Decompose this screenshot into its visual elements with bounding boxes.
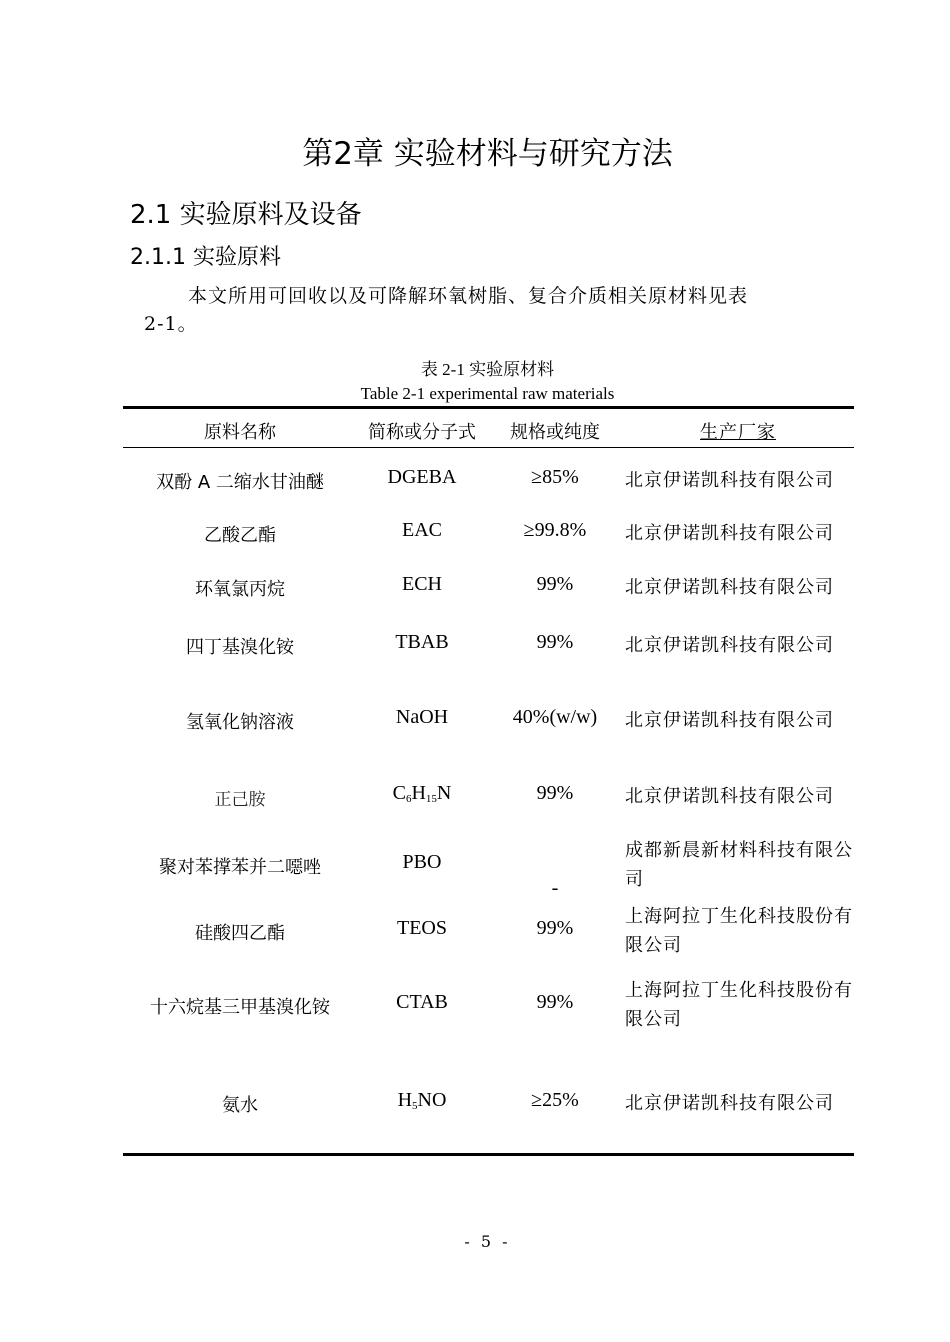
row-6-name: 聚对苯撑苯并二噁唑: [159, 857, 321, 878]
row-3-name: 四丁基溴化铵: [186, 637, 294, 658]
row-9-maker: 北京伊诺凯科技有限公司: [625, 1093, 834, 1114]
row-9-purity: ≥25%: [531, 1089, 579, 1111]
row-7-maker: 上海阿拉丁生化科技股份有限公司: [625, 906, 853, 956]
formula-c: C: [392, 782, 406, 804]
row-2-purity: 99%: [536, 573, 574, 595]
table-header-rule: [123, 447, 854, 448]
row-6-maker: 成都新晨新材料科技有限公司: [625, 840, 853, 890]
row-4-purity: 40%(w/w): [512, 706, 598, 728]
formula-c-count: 6: [405, 793, 412, 805]
row-8-purity: 99%: [536, 991, 574, 1013]
row-6-purity: -: [551, 877, 559, 899]
row-8-maker: 上海阿拉丁生化科技股份有限公司: [625, 980, 853, 1030]
header-abbr: 简称或分子式: [368, 422, 476, 443]
row-6-abbr: PBO: [402, 851, 442, 873]
header-name: 原料名称: [204, 422, 276, 443]
row-4-name: 氢氧化钠溶液: [186, 712, 294, 733]
formula-h: H: [411, 782, 426, 804]
row-5-abbr: [360, 782, 484, 805]
row-7-abbr: TEOS: [397, 917, 447, 939]
header-purity: 规格或纯度: [510, 422, 600, 443]
row-1-maker: 北京伊诺凯科技有限公司: [625, 523, 834, 544]
row-1-purity: ≥99.8%: [523, 519, 587, 541]
section-title: 2.1 实验原料及设备: [130, 200, 362, 230]
row-2-name: 环氧氯丙烷: [195, 579, 285, 600]
row-3-abbr: TBAB: [395, 631, 449, 653]
row-2-maker: 北京伊诺凯科技有限公司: [625, 577, 834, 598]
row-7-name: 硅酸四乙酯: [195, 923, 285, 944]
row-9-name: 氨水: [222, 1095, 258, 1116]
row-2-abbr: ECH: [402, 573, 442, 595]
row-5-maker: 北京伊诺凯科技有限公司: [625, 786, 834, 807]
formula-h-count: 5: [412, 1100, 418, 1112]
row-0-abbr: DGEBA: [387, 466, 457, 488]
header-maker: 生产厂家: [700, 422, 776, 443]
row-1-name: 乙酸乙酯: [204, 525, 276, 546]
row-5-purity: 99%: [536, 782, 574, 804]
row-0-name: 双酚 A 二缩水甘油醚: [156, 472, 324, 493]
table-top-rule: [123, 406, 854, 409]
row-4-maker: 北京伊诺凯科技有限公司: [625, 710, 834, 731]
row-1-abbr: EAC: [402, 519, 442, 541]
table-caption-en: Table 2-1 experimental raw materials: [360, 384, 615, 403]
page-number: - 5 -: [464, 1232, 511, 1251]
paragraph-line-1: 本文所用可回收以及可降解环氧树脂、复合介质相关原材料见表: [188, 285, 749, 307]
row-7-purity: 99%: [536, 917, 574, 939]
row-5-name: 正己胺: [214, 790, 266, 810]
chapter-title: 第2章 实验材料与研究方法: [302, 136, 673, 172]
row-0-maker: 北京伊诺凯科技有限公司: [625, 470, 834, 491]
table-caption-cn: 表 2-1 实验原材料: [420, 360, 555, 379]
body-paragraph: [144, 282, 844, 338]
table-bottom-rule: [123, 1153, 854, 1156]
subsection-title: 2.1.1 实验原料: [130, 245, 281, 270]
row-3-purity: 99%: [536, 631, 574, 653]
row-9-abbr: [360, 1089, 484, 1112]
row-0-purity: ≥85%: [531, 466, 579, 488]
formula-h: H: [397, 1089, 413, 1111]
row-8-abbr: CTAB: [396, 991, 448, 1013]
formula-h-count: 15: [425, 793, 437, 805]
row-8-name: 十六烷基三甲基溴化铵: [150, 997, 330, 1018]
row-4-abbr: NaOH: [395, 706, 449, 728]
formula-rest: NO: [417, 1089, 447, 1111]
paragraph-line-2: 2-1。: [144, 313, 198, 335]
row-3-maker: 北京伊诺凯科技有限公司: [625, 635, 834, 656]
formula-n: N: [436, 782, 452, 804]
